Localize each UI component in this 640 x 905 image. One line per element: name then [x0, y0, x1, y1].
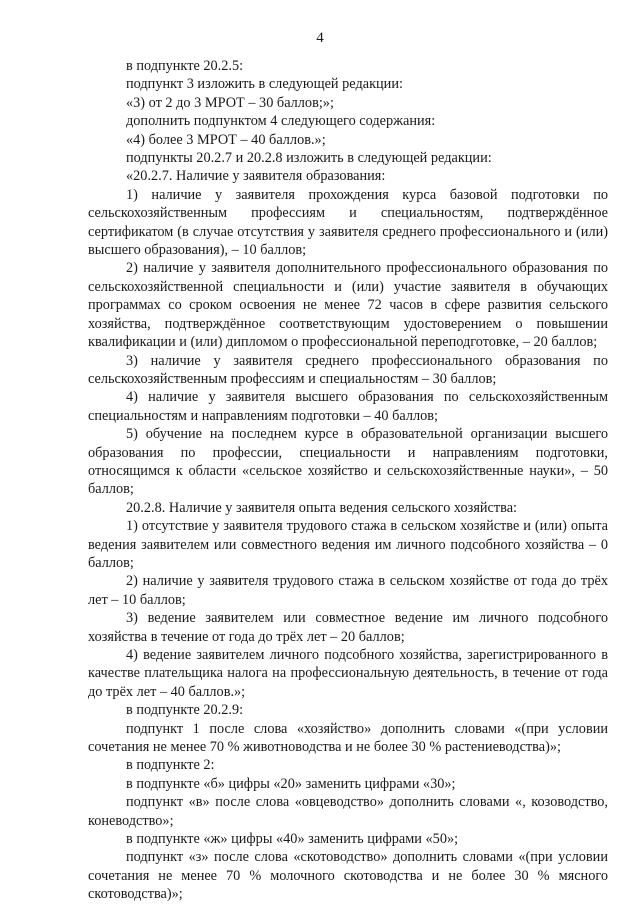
paragraph-10: 3) наличие у заявителя среднего профессионального образования по сельскохозяйственным профессиям и специальностям – 30 баллов; — [88, 352, 608, 387]
paragraph-20: в подпункте 2: — [126, 757, 215, 774]
paragraph-18: в подпункте 20.2.9: — [126, 702, 244, 719]
paragraph-3: «3) от 2 до 3 МРОТ – 30 баллов;»; — [126, 94, 334, 111]
paragraph-4: дополнить подпунктом 4 следующего содержания: — [126, 113, 436, 130]
paragraph-6: подпункты 20.2.7 и 20.2.8 изложить в следующей редакции: — [126, 150, 492, 167]
paragraph-23: в подпункте «ж» цифры «40» заменить цифрами «50»; — [126, 831, 459, 848]
paragraph-5: «4) более 3 МРОТ – 40 баллов.»; — [126, 131, 326, 148]
paragraph-22: подпункт «в» после слова «овцеводство» дополнить словами «, козоводство, коневодство»; — [88, 794, 608, 829]
paragraph-17: 4) ведение заявителем личного подсобного хозяйства, зарегистрированного в качестве плательщика налога на профессиональную деятельность, в течение от года до трёх лет – 40 баллов.»; — [88, 647, 608, 700]
paragraph-14: 1) отсутствие у заявителя трудового стажа в сельском хозяйстве и (или) опыта ведения заявителем или совместного ведения им личного подсобного хозяйства – 0 баллов; — [88, 518, 608, 571]
paragraph-9: 2) наличие у заявителя дополнительного профессионального образования по сельскохозяйственной специальности и (или) участие заявителя в обучающих программах со сроком освоения не менее 72 часов в сфере развития сельского хозяйства, подтверждённое соответствующим удостоверением о повышении квалификации и (или) дипломом о профессиональной переподготовке, – 20 баллов; — [88, 260, 608, 351]
paragraph-13: 20.2.8. Наличие у заявителя опыта ведения сельского хозяйства: — [126, 499, 518, 516]
paragraph-16: 3) ведение заявителем или совместное ведение им личного подсобного хозяйства в течение от года до трёх лет – 20 баллов; — [88, 610, 608, 645]
paragraph-21: в подпункте «б» цифры «20» заменить цифрами «30»; — [126, 775, 456, 792]
paragraph-11: 4) наличие у заявителя высшего образования по сельскохозяйственным специальностям и направлениям подготовки – 40 баллов; — [88, 389, 608, 424]
paragraph-24: подпункт «з» после слова «скотоводство» дополнить словами «(при условии сочетания не менее 70 % молочного скотоводства и не более 30 % мясного скотоводства)»; — [88, 849, 608, 903]
paragraph-1: в подпункте 20.2.5: — [126, 58, 244, 74]
paragraph-7: «20.2.7. Наличие у заявителя образования: — [126, 168, 386, 185]
document-body — [88, 57, 608, 904]
paragraph-8: 1) наличие у заявителя прохождения курса базовой подготовки по сельскохозяйственным профессиям и специальностям, подтверждённое сертификатом (в случае отсутствия у заявителя среднего профессионального и (или) высшего образования), – 10 баллов; — [88, 186, 608, 259]
paragraph-2: подпункт 3 изложить в следующей редакции: — [126, 76, 403, 93]
paragraph-15: 2) наличие у заявителя трудового стажа в сельском хозяйстве от года до трёх лет – 10 баллов; — [88, 573, 608, 608]
paragraph-12: 5) обучение на последнем курсе в образовательной организации высшего образования по профессии, специальности и направлениям подготовки, относящимся к области «сельское хозяйство и сельскохозяйственные науки», – 50 баллов; — [88, 426, 608, 498]
page-number: 4 — [316, 30, 324, 46]
paragraph-19: подпункт 1 после слова «хозяйство» дополнить словами «(при условии сочетания не менее 70 % животноводства и не более 30 % растениеводства)»; — [88, 720, 608, 756]
